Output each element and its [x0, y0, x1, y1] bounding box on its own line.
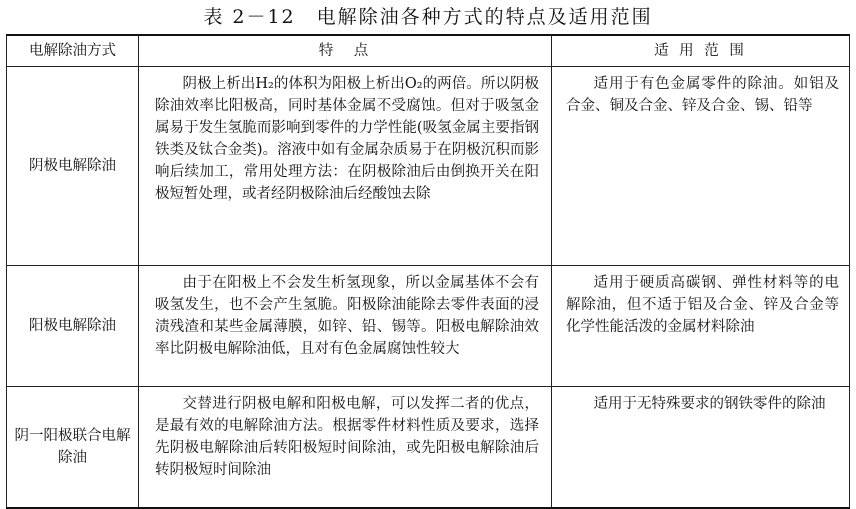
degreasing-methods-table [6, 34, 850, 509]
row-scope: 适用于无特殊要求的钢铁零件的除油 [552, 387, 850, 509]
row-scope: 适用于硬质高碳钢、弹性材料等的电解除油，但不适于铝及合金、锌及合金等化学性能活泼的金属材料除油 [552, 266, 850, 387]
table-row [7, 266, 850, 387]
header-feature: 特 点 [139, 35, 552, 67]
table-header-row [7, 35, 850, 67]
table-row [7, 67, 850, 266]
header-method: 电解除油方式 [7, 35, 139, 67]
row-scope: 适用于有色金属零件的除油。如铝及合金、铜及合金、锌及合金、锡、铅等 [552, 67, 850, 266]
header-scope: 适 用 范 围 [552, 35, 850, 67]
row-method: 阴一阳极联合电解除油 [7, 387, 139, 509]
row-feature: 由于在阳极上不会发生析氢现象，所以金属基体不会有吸氢发生，也不会产生氢脆。阳极除油能除去零件表面的浸渍残渣和某些金属薄膜，如锌、铅、锡等。阳极电解除油效率比阴极电解除油低，且对有色金属腐蚀性较大 [139, 266, 552, 387]
row-feature: 交替进行阴极电解和阳极电解，可以发挥二者的优点，是最有效的电解除油方法。根据零件材料性质及要求，选择先阴极电解除油后转阳极短时间除油，或先阳极电解除油后转阴极短时间除油 [139, 387, 552, 509]
row-feature: 阴极上析出H₂的体积为阳极上析出O₂的两倍。所以阴极除油效率比阳极高，同时基体金属不受腐蚀。但对于吸氢金属易于发生氢脆而影响到零件的力学性能(吸氢金属主要指钢铁类及钛合金类)。溶液中如有金属杂质易于在阴极沉积而影响后续加工，常用处理方法：在阴极除油后由倒换开关在阳极短暂处理，或者经阴极除油后经酸蚀去除 [139, 67, 552, 266]
row-method: 阳极电解除油 [7, 266, 139, 387]
row-method: 阴极电解除油 [7, 67, 139, 266]
table-row [7, 387, 850, 509]
table-caption: 表 2－12 电解除油各种方式的特点及适用范围 [203, 6, 653, 28]
